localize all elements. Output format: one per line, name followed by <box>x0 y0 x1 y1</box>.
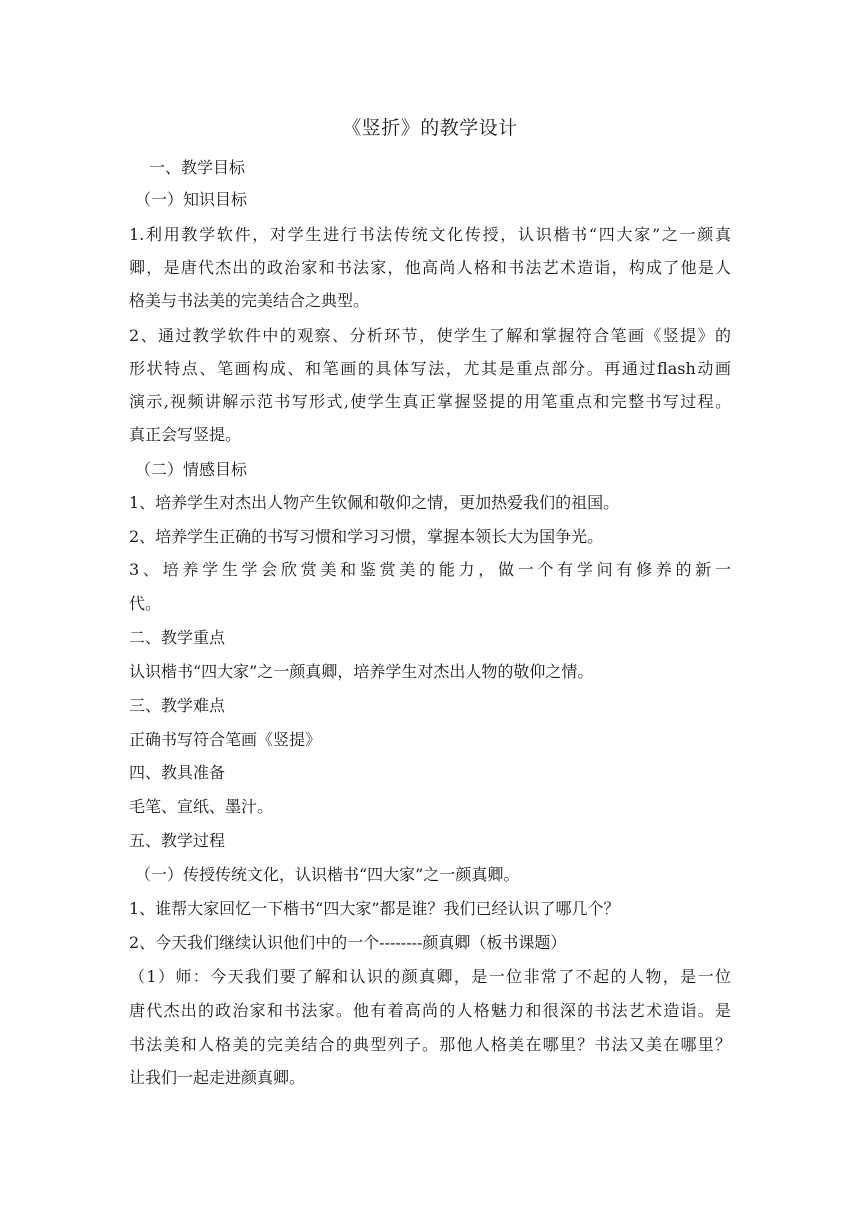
paragraph-line: 书法美和人格美的完美结合的典型列子。那他人格美在哪里？书法又美在哪里？ <box>129 1035 731 1054</box>
paragraph-line: 1.利用教学软件，对学生进行书法传统文化传授，认识楷书“四大家”之一颜真 <box>129 225 731 244</box>
paragraph-line: 格美与书法美的完美结合之典型。 <box>129 291 370 310</box>
paragraph-line: 正确书写符合笔画《竖提》 <box>129 730 322 749</box>
paragraph-line: 2、今天我们继续认识他们中的一个--------颜真卿（板书课题） <box>129 933 567 952</box>
paragraph-line: 2、通过教学软件中的观察、分析环节，使学生了解和掌握符合笔画《竖提》的 <box>129 326 731 345</box>
paragraph-line: 认识楷书“四大家”之一颜真卿，培养学生对杰出人物的敬仰之情。 <box>129 662 594 681</box>
subsection-emotion-goals: （二）情感目标 <box>135 460 248 479</box>
paragraph-line: 2、培养学生正确的书写习惯和学习习惯，掌握本领长大为国争光。 <box>129 527 604 546</box>
subsection-culture: （一）传授传统文化，认识楷书“四大家”之一颜真卿。 <box>135 865 520 884</box>
paragraph-line: 真正会写竖提。 <box>129 425 242 444</box>
section-heading-key-points: 二、教学重点 <box>129 628 226 647</box>
document-title: 《竖折》的教学设计 <box>342 117 518 139</box>
paragraph-line: 演示,视频讲解示范书写形式,使学生真正掌握竖提的用笔重点和完整书写过程。 <box>129 392 731 411</box>
paragraph-line: （1）师：今天我们要了解和认识的颜真卿，是一位非常了不起的人物，是一位 <box>129 967 731 986</box>
paragraph-line: 形状特点、笔画构成、和笔画的具体写法，尤其是重点部分。再通过flash动画 <box>129 359 731 378</box>
section-heading-materials: 四、教具准备 <box>129 763 226 782</box>
paragraph-line: 3、培养学生学会欣赏美和鉴赏美的能力，做一个有学问有修养的新一 <box>129 560 731 579</box>
paragraph-line: 1、培养学生对杰出人物产生钦佩和敬仰之情，更加热爱我们的祖国。 <box>129 493 620 512</box>
paragraph-line: 1、谁帮大家回忆一下楷书“四大家”都是谁？我们已经认识了哪几个？ <box>129 899 620 918</box>
section-heading-difficulties: 三、教学难点 <box>129 696 226 715</box>
paragraph-line: 毛笔、宣纸、墨汁。 <box>129 797 274 816</box>
paragraph-line: 让我们一起走进颜真卿。 <box>129 1068 306 1087</box>
subsection-knowledge-goals: （一）知识目标 <box>135 190 248 209</box>
paragraph-line: 卿，是唐代杰出的政治家和书法家，他高尚人格和书法艺术造诣，构成了他是人 <box>129 258 731 277</box>
paragraph-line: 唐代杰出的政治家和书法家。他有着高尚的人格魅力和很深的书法艺术造诣。是 <box>129 1001 731 1020</box>
paragraph-line: 代。 <box>129 594 162 613</box>
section-heading-process: 五、教学过程 <box>129 831 226 850</box>
section-heading-goals: 一、教学目标 <box>149 158 246 177</box>
